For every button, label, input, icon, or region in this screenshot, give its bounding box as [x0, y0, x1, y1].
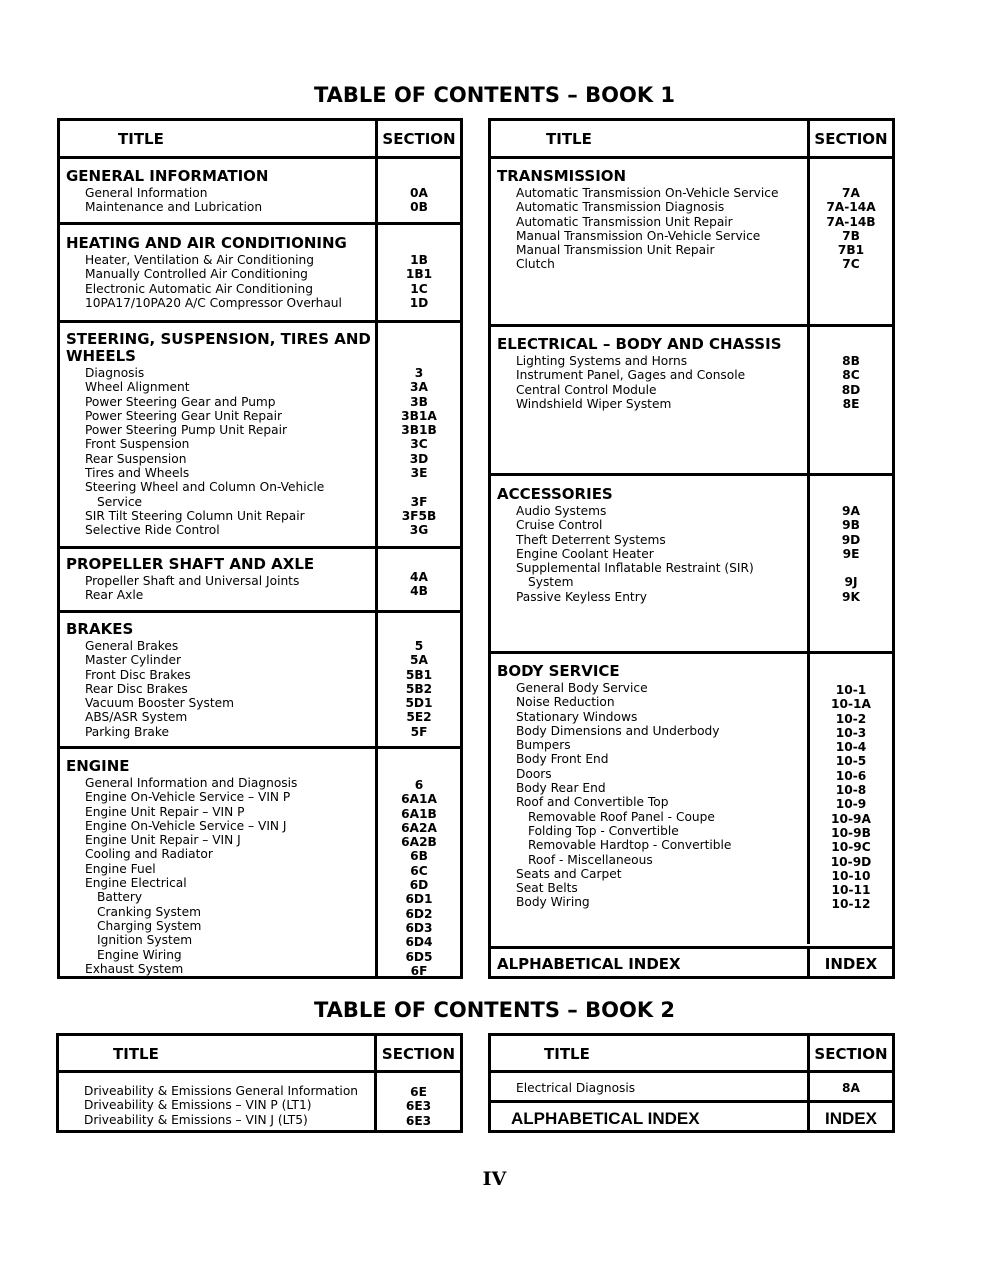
section-code: 10-2 [835, 711, 867, 726]
book1-left-table [57, 118, 463, 979]
group-steering-suspension [60, 320, 460, 548]
item-list [84, 1084, 358, 1127]
list-item[interactable]: General Body Service [516, 681, 648, 695]
item-list [516, 354, 745, 411]
list-item[interactable]: Engine Fuel [85, 861, 156, 876]
section-code: 5F [410, 724, 428, 739]
section-list [378, 778, 460, 978]
section-code: 1D [409, 295, 429, 310]
section-code: 9B [842, 518, 860, 533]
section-code: 10-9B [831, 825, 871, 840]
book1-heading: TABLE OF CONTENTS – BOOK 1 [313, 83, 676, 107]
list-item[interactable]: Folding Top - Convertible [528, 823, 679, 838]
group-title: TRANSMISSION [497, 167, 627, 185]
group-title: ELECTRICAL – BODY AND CHASSIS [497, 335, 782, 353]
section-code: 3B1A [401, 408, 437, 423]
list-item[interactable]: Engine Electrical [85, 876, 187, 891]
section-list [378, 186, 460, 215]
list-item[interactable]: Service [97, 494, 143, 509]
list-item[interactable]: Engine On-Vehicle Service – VIN J [85, 818, 287, 833]
list-item[interactable]: Maintenance and Lubrication [85, 200, 263, 215]
list-item[interactable]: Automatic Transmission On-Vehicle Service [516, 186, 779, 200]
section-code: 10-3 [835, 725, 867, 740]
list-item[interactable]: Doors [516, 766, 552, 781]
section-code: 9J [844, 575, 858, 590]
list-item[interactable]: Electrical Diagnosis [516, 1081, 636, 1095]
list-item[interactable]: Seat Belts [516, 881, 578, 896]
group-title-line: WHEELS [66, 347, 136, 365]
item-list [85, 776, 297, 976]
section-list [378, 570, 460, 599]
section-code: 8D [841, 382, 861, 397]
section-list [378, 253, 460, 310]
group-general-information [60, 156, 460, 224]
list-item[interactable]: Rear Disc Brakes [85, 681, 188, 696]
table-header [491, 121, 892, 158]
group-title [66, 331, 371, 365]
list-item[interactable]: Diagnosis [85, 366, 145, 380]
list-item[interactable]: Passive Keyless Entry [516, 589, 647, 604]
section-code: 3E [410, 466, 428, 481]
list-item[interactable]: Engine On-Vehicle Service – VIN P [85, 790, 291, 805]
list-item[interactable]: General Information [85, 186, 208, 200]
section-code: 8B [842, 354, 860, 368]
group-title: PROPELLER SHAFT AND AXLE [66, 555, 315, 573]
list-item[interactable]: Wheel Alignment [85, 380, 190, 395]
item-list [85, 253, 342, 310]
list-item[interactable]: Power Steering Pump Unit Repair [85, 423, 288, 438]
section-code: 3F [410, 494, 428, 509]
list-item[interactable]: Cruise Control [516, 518, 603, 533]
list-item[interactable]: Power Steering Gear and Pump [85, 394, 276, 409]
group-title-line: STEERING, SUSPENSION, TIRES AND [66, 330, 371, 348]
book2-left-group [59, 1070, 460, 1133]
section-code: 3A [410, 380, 428, 395]
list-item[interactable]: Selective Ride Control [85, 523, 220, 538]
section-list [810, 354, 892, 411]
item-list [85, 639, 234, 739]
list-item[interactable]: SIR Tilt Steering Column Unit Repair [85, 508, 305, 523]
section-list [378, 639, 460, 739]
section-code: 6D5 [405, 949, 433, 964]
list-item[interactable]: Automatic Transmission Diagnosis [516, 200, 725, 215]
section-code: 1C [410, 281, 428, 296]
section-code: 3G [409, 523, 429, 538]
section-code: 10-1A [831, 697, 871, 712]
list-item[interactable]: Noise Reduction [516, 695, 615, 710]
list-item[interactable]: Steering Wheel and Column On-Vehicle [85, 480, 325, 495]
list-item[interactable]: Heater, Ventilation & Air Conditioning [85, 253, 315, 267]
section-code: 10-9 [835, 797, 867, 812]
section-spacer [378, 480, 460, 494]
index-section: INDEX [825, 1109, 877, 1128]
page-number: IV [482, 1168, 507, 1190]
section-code: 7B1 [837, 243, 865, 258]
list-item[interactable]: Electronic Automatic Air Conditioning [85, 281, 313, 296]
list-item[interactable]: Manually Controlled Air Conditioning [85, 267, 308, 282]
item-list [85, 366, 324, 538]
section-code: 6C [410, 863, 428, 878]
section-code: 8E [842, 396, 860, 411]
section-code: 3B [410, 394, 428, 409]
group-title: BODY SERVICE [497, 662, 620, 680]
alphabetical-index-row [491, 946, 892, 979]
section-code: 6E3 [405, 1099, 432, 1114]
list-item[interactable]: Propeller Shaft and Universal Joints [85, 574, 300, 588]
item-list [516, 186, 778, 272]
section-code: 6A1B [401, 806, 437, 821]
list-item[interactable]: System [528, 575, 574, 590]
book2-right-group [491, 1070, 892, 1102]
list-item[interactable]: Stationary Windows [516, 709, 638, 724]
section-list [810, 683, 892, 912]
list-item[interactable]: Central Control Module [516, 382, 657, 397]
book2-heading: TABLE OF CONTENTS – BOOK 2 [313, 998, 676, 1022]
list-item[interactable]: Supplemental Inflatable Restraint (SIR) [516, 561, 754, 576]
section-list [378, 366, 460, 538]
section-code: 6A2A [401, 820, 437, 835]
list-item[interactable]: Rear Suspension [85, 451, 187, 466]
group-electrical-body-chassis [491, 324, 892, 475]
list-item[interactable]: Manual Transmission Unit Repair [516, 243, 715, 258]
list-item[interactable]: Exhaust System [85, 961, 184, 976]
section-code: 5B2 [405, 681, 433, 696]
alphabetical-index-row [491, 1100, 892, 1133]
list-item[interactable]: Driveability & Emissions – VIN P (LT1) [84, 1098, 312, 1113]
list-item[interactable]: Theft Deterrent Systems [516, 532, 666, 547]
group-engine [60, 746, 460, 976]
item-list [516, 681, 731, 910]
section-code: 7A-14B [826, 214, 876, 229]
section-code: 5B1 [405, 667, 433, 682]
list-item[interactable]: Automatic Transmission Unit Repair [516, 214, 733, 229]
group-brakes [60, 610, 460, 748]
group-heating-air-conditioning [60, 222, 460, 322]
section-code: 6 [414, 778, 424, 792]
list-item[interactable]: Instrument Panel, Gages and Console [516, 368, 746, 383]
section-code: 3B1B [401, 423, 437, 438]
col-title-header: TITLE [546, 130, 592, 148]
list-item[interactable]: Ignition System [97, 933, 193, 948]
list-item[interactable]: Driveability & Emissions General Information [84, 1084, 358, 1098]
list-item[interactable]: Removable Roof Panel - Coupe [528, 809, 715, 824]
list-item[interactable]: Clutch [516, 257, 555, 272]
list-item[interactable]: Lighting Systems and Horns [516, 354, 688, 368]
group-propeller-shaft-axle [60, 546, 460, 612]
list-item[interactable]: Audio Systems [516, 504, 607, 518]
list-item[interactable]: Charging System [97, 918, 202, 933]
group-title: BRAKES [66, 620, 134, 638]
list-item[interactable]: 10PA17/10PA20 A/C Compressor Overhaul [85, 295, 342, 310]
section-code: 6F [410, 963, 428, 978]
section-code: 7A-14A [826, 200, 876, 215]
section-code: 10-4 [835, 740, 867, 755]
item-list [85, 186, 262, 215]
section-code: 5D1 [405, 696, 433, 711]
col-section-header: SECTION [382, 130, 456, 148]
list-item[interactable]: Driveability & Emissions – VIN J (LT5) [84, 1112, 308, 1127]
list-item[interactable]: ABS/ASR System [85, 710, 188, 725]
list-item[interactable]: Parking Brake [85, 724, 170, 739]
section-code: 8A [842, 1081, 860, 1095]
list-item[interactable]: Engine Coolant Heater [516, 546, 654, 561]
section-code: 1B1 [405, 267, 433, 282]
list-item[interactable]: Roof and Convertible Top [516, 795, 669, 810]
group-title: ENGINE [66, 757, 130, 775]
list-item[interactable]: Bumpers [516, 738, 571, 753]
group-title: ACCESSORIES [497, 485, 613, 503]
section-code: 6A1A [401, 792, 437, 807]
table-header [60, 121, 460, 158]
section-list [810, 186, 892, 272]
list-item[interactable]: Body Dimensions and Underbody [516, 723, 720, 738]
list-item[interactable]: Power Steering Gear Unit Repair [85, 408, 282, 423]
section-code: 3F5B [401, 508, 437, 523]
list-item[interactable]: Tires and Wheels [85, 466, 190, 481]
section-code: 10-9D [830, 854, 872, 869]
list-item[interactable]: Manual Transmission On-Vehicle Service [516, 228, 761, 243]
section-code: 10-12 [831, 897, 871, 912]
section-code: 9E [842, 546, 860, 561]
section-list [810, 504, 892, 604]
col-section-header: SECTION [814, 130, 888, 148]
item-list [516, 1081, 635, 1095]
section-code: 4B [410, 584, 428, 599]
section-code: 3D [409, 451, 429, 466]
section-code: 1B [410, 253, 428, 267]
section-code: 10-9A [831, 811, 871, 826]
book2-left-table [56, 1033, 463, 1133]
section-code: 0B [410, 200, 428, 215]
list-item[interactable]: Roof - Miscellaneous [528, 852, 653, 867]
section-code: 6B [410, 849, 428, 864]
book2-right-table [488, 1033, 895, 1133]
list-item[interactable]: Cooling and Radiator [85, 847, 213, 862]
list-item[interactable]: Cranking System [97, 904, 201, 919]
section-code: 4A [410, 570, 428, 584]
section-code: 9A [842, 504, 860, 518]
section-code: 6D [409, 878, 429, 893]
list-item[interactable]: Front Suspension [85, 437, 190, 452]
section-code: 5E2 [406, 710, 432, 725]
list-item[interactable]: Engine Wiring [97, 947, 182, 962]
col-section-header: SECTION [814, 1045, 888, 1063]
section-code: 9K [842, 589, 860, 604]
index-title[interactable]: ALPHABETICAL INDEX [511, 1109, 700, 1128]
col-title-header: TITLE [118, 130, 164, 148]
list-item[interactable]: Body Rear End [516, 781, 606, 796]
section-code: 10-8 [835, 783, 867, 798]
item-list [85, 574, 299, 603]
col-title-header: TITLE [544, 1045, 590, 1063]
list-item[interactable]: General Brakes [85, 639, 179, 653]
index-title[interactable]: ALPHABETICAL INDEX [497, 955, 681, 973]
section-code: 0A [410, 186, 428, 200]
table-header [491, 1036, 892, 1072]
section-list [377, 1085, 460, 1128]
section-code: 5A [410, 653, 428, 668]
section-code: 7B [842, 228, 860, 243]
item-list [516, 504, 754, 604]
list-item[interactable]: Battery [97, 890, 143, 905]
section-code: 6D1 [405, 892, 433, 907]
list-item[interactable]: Windshield Wiper System [516, 396, 672, 411]
group-transmission [491, 156, 892, 326]
list-item[interactable]: Vacuum Booster System [85, 696, 234, 711]
section-code: 10-11 [831, 883, 871, 898]
section-code: 6E [410, 1085, 427, 1099]
section-code: 7C [842, 257, 860, 272]
group-title: HEATING AND AIR CONDITIONING [66, 234, 347, 252]
book1-right-table [488, 118, 895, 979]
list-item[interactable]: Master Cylinder [85, 653, 181, 668]
table-header [59, 1036, 460, 1072]
list-item[interactable]: Engine Unit Repair – VIN J [85, 833, 241, 848]
section-code: 6A2B [401, 835, 437, 850]
section-code: 10-5 [835, 754, 867, 769]
section-code: 6D3 [405, 920, 433, 935]
section-code: 5 [414, 639, 424, 653]
section-code: 9D [841, 532, 861, 547]
list-item[interactable]: General Information and Diagnosis [85, 776, 298, 790]
list-item[interactable]: Body Front End [516, 752, 609, 767]
section-code: 10-1 [835, 683, 867, 697]
section-spacer [810, 561, 892, 575]
list-item[interactable]: Engine Unit Repair – VIN P [85, 804, 245, 819]
list-item[interactable]: Rear Axle [85, 588, 144, 603]
section-code: 8C [842, 368, 860, 383]
list-item[interactable]: Seats and Carpet [516, 866, 622, 881]
section-code: 10-6 [835, 768, 867, 783]
section-code: 3 [414, 366, 424, 380]
col-title-header: TITLE [113, 1045, 159, 1063]
col-section-header: SECTION [381, 1045, 456, 1063]
group-accessories [491, 473, 892, 653]
group-body-service [491, 651, 892, 948]
index-section: INDEX [824, 955, 878, 973]
section-code: 6E3 [405, 1113, 432, 1128]
list-item[interactable]: Body Wiring [516, 895, 590, 910]
section-code: 6D2 [405, 906, 433, 921]
section-code: 7A [842, 186, 860, 200]
list-item[interactable]: Front Disc Brakes [85, 667, 191, 682]
section-code: 10-10 [831, 868, 871, 883]
group-title: GENERAL INFORMATION [66, 167, 269, 185]
section-code: 6D4 [405, 935, 433, 950]
section-list [810, 1081, 892, 1095]
section-code: 10-9C [831, 840, 871, 855]
section-code: 3C [410, 437, 428, 452]
list-item[interactable]: Removable Hardtop - Convertible [528, 838, 732, 853]
